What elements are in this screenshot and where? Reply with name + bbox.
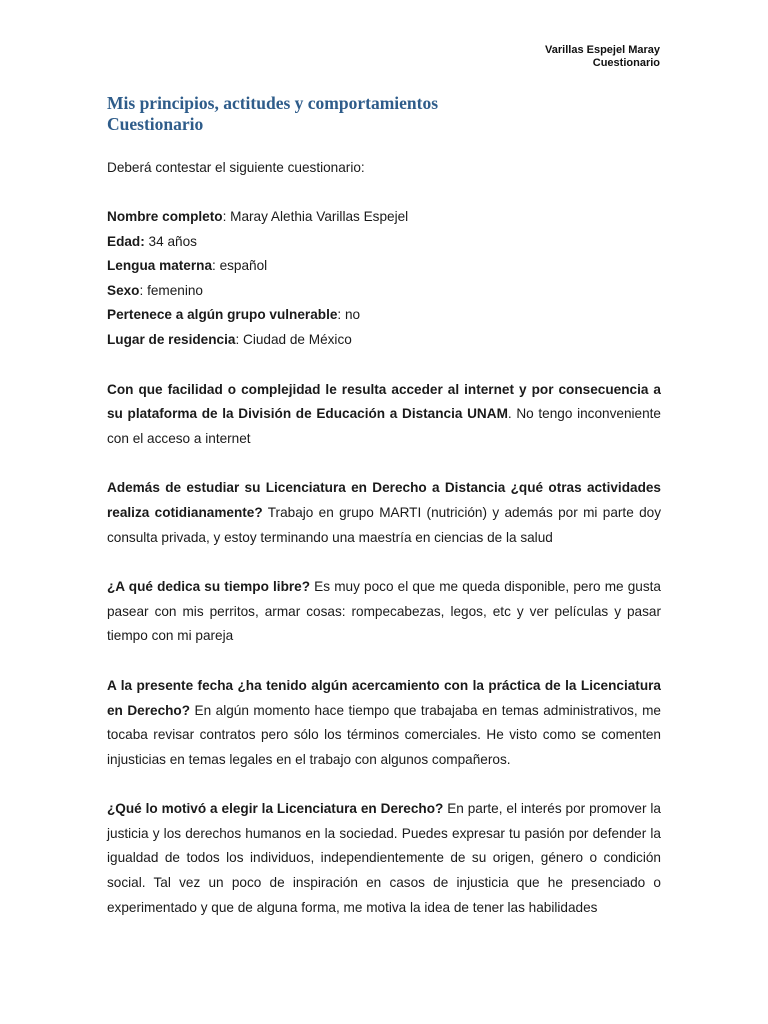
field-full-name: [107, 205, 661, 230]
document-title: [107, 93, 438, 135]
field-label: Nombre completo: [107, 209, 223, 224]
question-text: A la presente fecha ¿ha tenido algún acercamiento con la práctica de la Licenciatura en Derecho?: [107, 677, 661, 718]
field-separator: :: [235, 331, 243, 347]
personal-info-list: [107, 205, 661, 353]
field-sex: [107, 279, 661, 304]
field-value: español: [219, 258, 268, 274]
header-doc-name: Cuestionario: [592, 57, 660, 69]
answer-text: En parte, el interés por promover la justicia y los derechos humanos en la sociedad. Puedes expresar tu pasión por defender la igualdad de todos los individuos, independientemente de su origen, género o condición social. Tal vez un poco de inspiración en casos de injusticia que he presenciado o experimentado y que de alguna forma, me motiva la idea de tener las habilidades: [107, 801, 661, 915]
qa-other-activities: [107, 476, 661, 550]
field-value: Ciudad de México: [243, 331, 352, 347]
question-text: ¿Qué lo motivó a elegir la Licenciatura en Derecho?: [107, 801, 444, 817]
field-separator: :: [337, 307, 345, 323]
question-text: Con que facilidad o complejidad le resulta acceder al internet y por consecuencia a su plataforma de la División de Educación a Distancia UNAM: [107, 381, 661, 422]
field-value: 34 años: [148, 233, 197, 249]
document-body: [107, 156, 661, 945]
field-value: Maray Alethia Varillas Espejel: [230, 209, 409, 224]
field-label: Sexo: [107, 282, 140, 298]
running-header: [545, 44, 660, 70]
header-author: Varillas Espejel Maray: [545, 44, 660, 56]
field-residence: [107, 328, 661, 353]
field-value: no: [344, 307, 361, 323]
field-vulnerable-group: [107, 303, 661, 328]
question-text: ¿A qué dedica su tiempo libre?: [107, 579, 311, 595]
answer-text: Es muy poco el que me queda disponible, pero me gusta pasear con mis perritos, armar cosas: rompecabezas, legos, etc y ver películas y pasar tiempo con mi pareja: [107, 579, 661, 644]
field-mother-tongue: [107, 254, 661, 279]
answer-text: En algún momento hace tiempo que trabajaba en temas administrativos, me tocaba revisar contratos pero sólo los términos comerciales. He visto como se comenten injusticias en temas legales en el trabajo con algunos compañeros.: [107, 702, 661, 767]
field-label: Lugar de residencia: [107, 331, 236, 347]
intro-paragraph: Deberá contestar el siguiente cuestionario:: [107, 160, 365, 175]
field-separator: :: [139, 282, 148, 298]
answer-text: Trabajo en grupo MARTI (nutrición) y además por mi parte doy consulta privada, y estoy terminando una maestría en ciencias de la salud: [107, 504, 661, 545]
qa-internet-access: [107, 378, 661, 452]
field-age: [107, 230, 661, 255]
field-separator: :: [212, 258, 220, 274]
field-separator: :: [222, 209, 231, 224]
title-line-2: Cuestionario: [107, 114, 204, 134]
field-value: femenino: [147, 282, 203, 298]
field-label: Edad:: [107, 233, 145, 249]
field-label: Pertenece a algún grupo vulnerable: [107, 307, 338, 323]
answer-text: . No tengo inconveniente con el acceso a internet: [107, 406, 661, 446]
title-line-1: Mis principios, actitudes y comportamientos: [107, 93, 439, 113]
question-text: Además de estudiar su Licenciatura en Derecho a Distancia ¿qué otras actividades realiza cotidianamente?: [107, 480, 661, 520]
qa-motivation: [107, 797, 661, 920]
qa-free-time: [107, 575, 661, 649]
qa-law-practice: [107, 674, 661, 772]
field-label: Lengua materna: [107, 258, 212, 274]
